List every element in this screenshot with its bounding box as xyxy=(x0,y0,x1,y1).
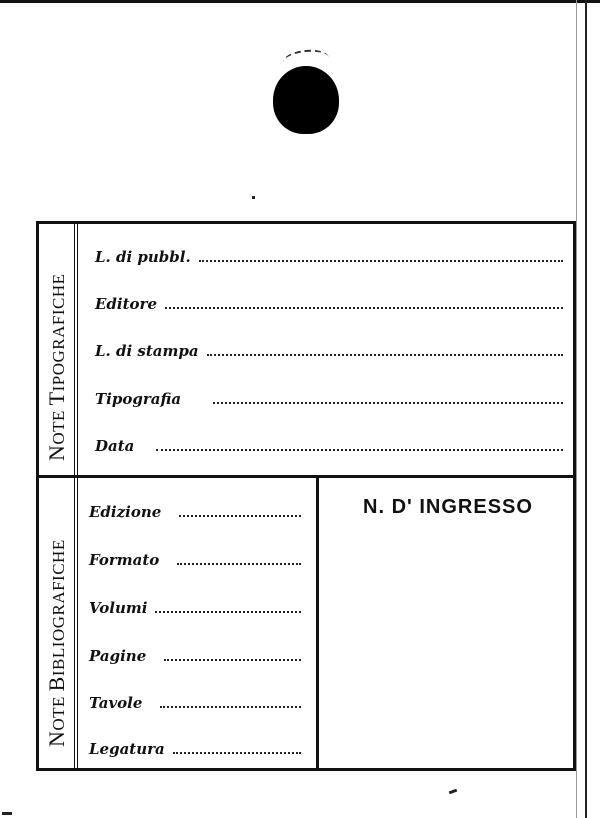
field-label: Pagine xyxy=(89,647,147,665)
punch-hole xyxy=(273,66,339,134)
field-pagine xyxy=(89,647,301,665)
note-tipografiche-label: NOTE TIPOGRAFICHE xyxy=(44,273,69,461)
field-luogo-pubblicazione xyxy=(95,248,563,266)
field-label: Tavole xyxy=(89,694,143,712)
field-fill-line[interactable] xyxy=(213,402,563,404)
speck xyxy=(2,812,12,815)
field-label: Data xyxy=(95,437,135,455)
field-fill-line[interactable] xyxy=(164,659,301,661)
field-label: Volumi xyxy=(89,599,148,617)
field-label: L. di stampa xyxy=(95,342,199,360)
card-right-shadow-line xyxy=(576,0,577,818)
field-tavole xyxy=(89,694,301,712)
field-label: Formato xyxy=(89,551,160,569)
field-label: Legatura xyxy=(89,740,165,758)
card-top-edge xyxy=(0,0,600,3)
field-fill-line[interactable] xyxy=(173,752,301,754)
section-divider xyxy=(36,475,576,478)
field-fill-line[interactable] xyxy=(177,563,301,565)
note-tipografiche-strip xyxy=(36,221,78,475)
speck xyxy=(449,789,458,795)
field-fill-line[interactable] xyxy=(207,354,563,356)
field-fill-line[interactable] xyxy=(160,706,301,708)
field-fill-line[interactable] xyxy=(179,515,301,517)
field-label: Edizione xyxy=(89,503,162,521)
field-formato xyxy=(89,551,301,569)
field-legatura xyxy=(89,740,301,758)
field-fill-line[interactable] xyxy=(199,260,563,262)
field-luogo-stampa xyxy=(95,342,563,360)
field-fill-line[interactable] xyxy=(156,449,563,451)
speck xyxy=(252,196,255,199)
field-edizione xyxy=(89,503,301,521)
field-volumi xyxy=(89,599,301,617)
field-label: Editore xyxy=(95,295,157,313)
field-editore xyxy=(95,295,563,313)
note-bibliografiche-strip xyxy=(36,477,78,771)
field-label: L. di pubbl. xyxy=(95,248,191,266)
field-label: Tipografia xyxy=(95,390,182,408)
field-fill-line[interactable] xyxy=(165,307,563,309)
note-bibliografiche-label: NOTE BIBLIOGRAFICHE xyxy=(44,539,69,747)
numero-ingresso-title: N. D' INGRESSO xyxy=(363,496,533,518)
field-tipografia xyxy=(95,390,563,408)
field-fill-line[interactable] xyxy=(155,611,301,613)
field-data xyxy=(95,437,563,455)
card-right-edge xyxy=(585,0,587,818)
column-divider xyxy=(316,477,319,771)
